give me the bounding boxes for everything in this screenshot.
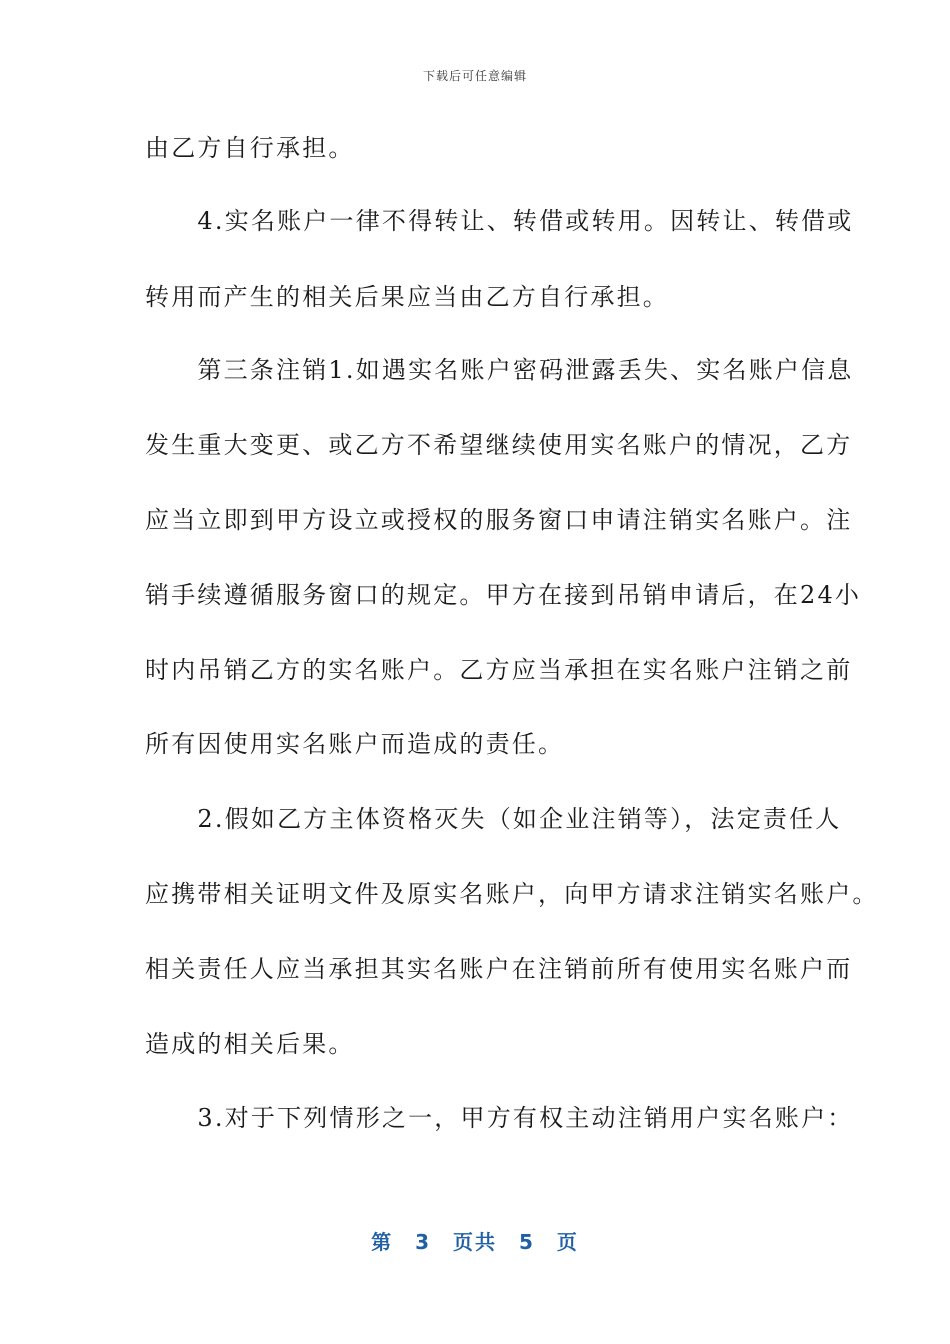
text-line: 2.假如乙方主体资格灭失（如企业注销等），法定责任人 <box>145 805 842 833</box>
footer-page-end-word: 页 <box>556 1230 579 1254</box>
text-line: 3.对于下列情形之一，甲方有权主动注销用户实名账户： <box>145 1104 854 1132</box>
page-header-note: 下载后可任意编辑 <box>422 69 527 83</box>
text-line: 应当立即到甲方设立或授权的服务窗口申请注销实名账户。注 <box>145 506 853 534</box>
text-line: 造成的相关后果。 <box>145 1030 355 1058</box>
text-line: 相关责任人应当承担其实名账户在注销前所有使用实名账户而 <box>145 955 853 983</box>
text-line: 销手续遵循服务窗口的规定。甲方在接到吊销申请后，在24小 <box>145 581 862 609</box>
current-page-number: 3 <box>415 1230 431 1254</box>
footer-page-total-word: 页共 <box>453 1230 497 1254</box>
text-line: 发生重大变更、或乙方不希望继续使用实名账户的情况，乙方 <box>145 431 853 459</box>
text-line: 第三条注销1.如遇实名账户密码泄露丢失、实名账户信息 <box>145 356 854 384</box>
text-line: 时内吊销乙方的实名账户。乙方应当承担在实名账户注销之前 <box>145 656 853 684</box>
total-pages-number: 5 <box>519 1230 535 1254</box>
text-line: 由乙方自行承担。 <box>145 134 355 162</box>
text-line: 所有因使用实名账户而造成的责任。 <box>145 730 565 758</box>
footer-page-word: 第 <box>371 1230 394 1254</box>
text-line: 4.实名账户一律不得转让、转借或转用。因转让、转借或 <box>145 207 854 235</box>
text-line: 应携带相关证明文件及原实名账户，向甲方请求注销实名账户。 <box>145 880 879 908</box>
page-footer <box>0 1226 950 1255</box>
text-line: 转用而产生的相关后果应当由乙方自行承担。 <box>145 283 669 311</box>
